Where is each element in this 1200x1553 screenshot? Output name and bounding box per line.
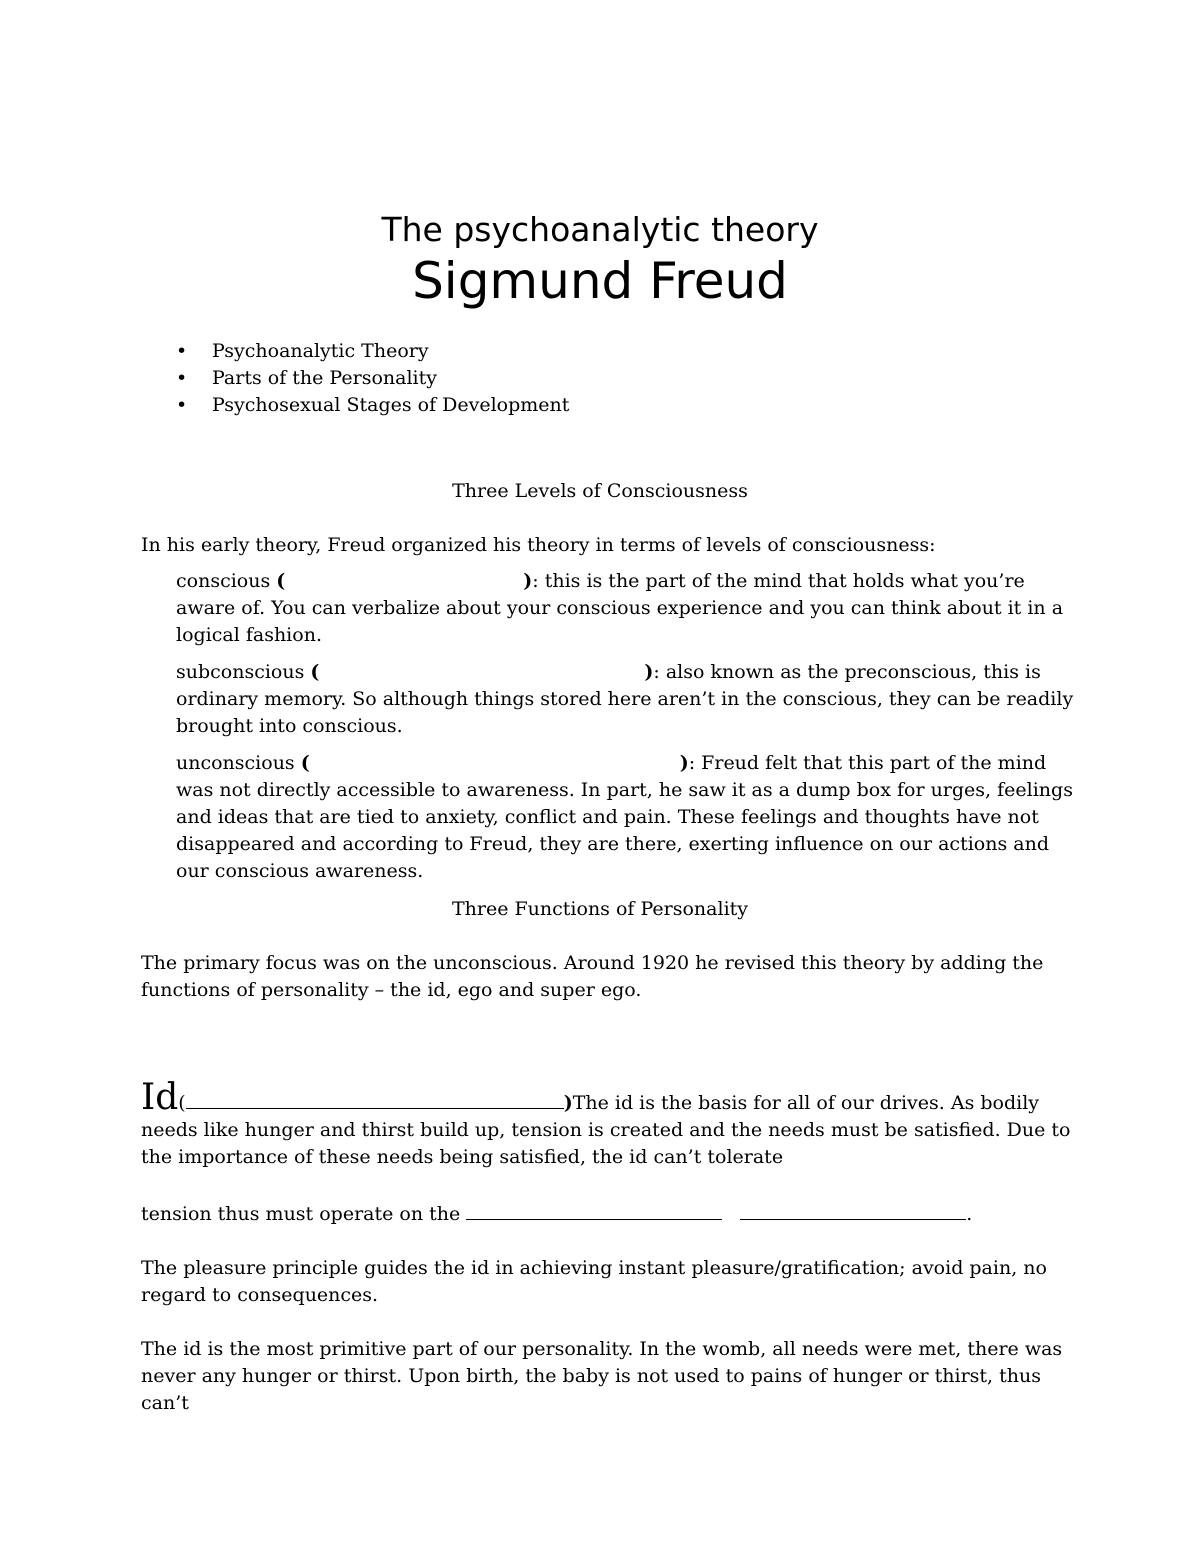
pleasure-paragraph: The pleasure principle guides the id in achieving instant pleasure/gratification; avoid pain, no regard to consequences. <box>141 1257 1047 1306</box>
functions-intro: The primary focus was on the unconscious. Around 1920 he revised this theory by adding the functions of personality – the id, ego and super ego. <box>141 952 1044 1001</box>
subconscious-definition <box>176 659 1076 740</box>
conscious-rest: aware of. You can verbalize about your conscious experience and you can think about it in a logical fashion. <box>176 597 1064 646</box>
subconscious-term: subconscious <box>176 661 311 683</box>
open-paren: ( <box>300 752 310 774</box>
functions-heading: Three Functions of Personality <box>451 898 749 920</box>
id-term: Id <box>141 1077 179 1118</box>
list-item <box>176 392 569 419</box>
close-paren: ) <box>523 570 533 592</box>
id-line1: The id is the basis for all of our drives. As bodily <box>572 1092 1040 1114</box>
tension-suffix: . <box>966 1203 973 1225</box>
tension-blank-2[interactable] <box>740 1201 966 1220</box>
open-paren: ( <box>178 1092 186 1114</box>
document-subtitle: Sigmund Freud <box>412 252 788 310</box>
close-paren: ) <box>644 661 654 683</box>
tension-blank-1[interactable] <box>466 1201 722 1220</box>
id-blank[interactable] <box>186 1090 564 1109</box>
bullet-icon: • <box>176 340 188 362</box>
unconscious-line1: : Freud felt that this part of the mind <box>688 752 1047 774</box>
levels-intro: In his early theory, Freud organized his theory in terms of levels of consciousness: <box>141 534 936 556</box>
document-title: The psychoanalytic theory <box>381 210 819 249</box>
open-paren: ( <box>310 661 320 683</box>
levels-heading: Three Levels of Consciousness <box>452 480 748 502</box>
conscious-definition <box>176 568 1076 649</box>
close-paren: ) <box>563 1092 573 1114</box>
open-paren: ( <box>276 570 286 592</box>
bullet-icon: • <box>176 367 188 389</box>
id-definition <box>141 1077 1071 1171</box>
list-item <box>176 365 569 392</box>
tension-prefix: tension thus must operate on the <box>141 1203 467 1225</box>
unconscious-term: unconscious <box>176 752 301 774</box>
list-item-label: Psychoanalytic Theory <box>212 340 429 362</box>
list-item-label: Psychosexual Stages of Development <box>212 394 570 416</box>
tension-sentence <box>141 1201 1071 1228</box>
primitive-paragraph: The id is the most primitive part of our personality. In the womb, all needs were met, there was never any hunger or thirst. Upon birth, the baby is not used to pains of hunger or thirst, thus can’t <box>141 1338 1063 1414</box>
conscious-term: conscious <box>176 570 277 592</box>
list-item-label: Parts of the Personality <box>212 367 437 389</box>
list-item <box>176 338 569 365</box>
close-paren: ) <box>679 752 689 774</box>
subconscious-line1: : also known as the preconscious, this is <box>653 661 1041 683</box>
id-rest: needs like hunger and thirst build up, tension is created and the needs must be satisfied. Due to the importance of these needs being satisfied, the id can’t tolerate <box>141 1119 1071 1168</box>
conscious-line1: : this is the part of the mind that holds what you’re <box>532 570 1025 592</box>
unconscious-rest: was not directly accessible to awareness. In part, he saw it as a dump box for urges, feelings and ideas that are tied to anxiety, conflict and pain. These feelings and thoughts have not disappeared and according to Freud, they are there, exerting influence on our actions and our conscious awareness. <box>176 779 1073 882</box>
bullet-icon: • <box>176 394 188 416</box>
topic-list <box>176 338 569 419</box>
subconscious-rest: ordinary memory. So although things stored here aren’t in the conscious, they can be readily brought into conscious. <box>176 688 1074 737</box>
unconscious-definition <box>176 750 1076 885</box>
